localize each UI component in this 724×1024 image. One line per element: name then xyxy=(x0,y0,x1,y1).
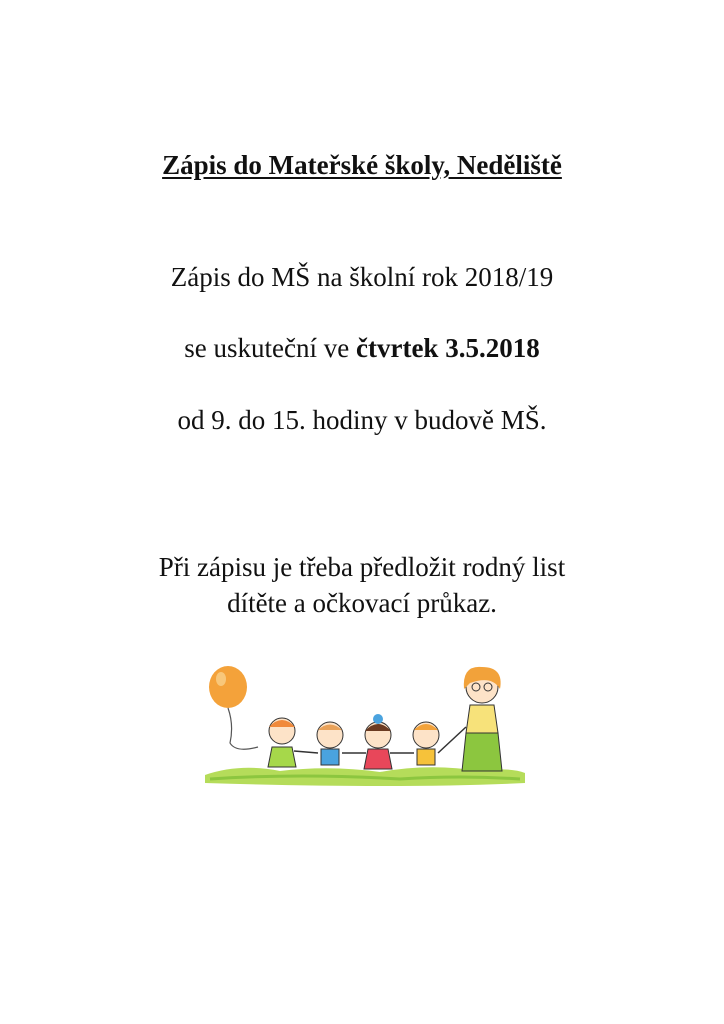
enrollment-year-line: Zápis do MŠ na školní rok 2018/19 xyxy=(170,262,554,292)
enrollment-time-line: od 9. do 15. hodiny v budově MŠ. xyxy=(177,405,547,435)
page-title: Zápis do Mateřské školy, Neděliště xyxy=(162,150,562,180)
documents-line-2: dítěte a očkovací průkaz. xyxy=(227,588,497,618)
date-prefix: se uskuteční ve xyxy=(184,333,356,363)
documents-line-1: Při zápisu je třeba předložit rodný list xyxy=(158,552,566,582)
enrollment-date-line xyxy=(0,333,724,364)
children-with-teacher-illustration xyxy=(200,655,530,795)
date-bold: čtvrtek 3.5.2018 xyxy=(356,333,540,363)
